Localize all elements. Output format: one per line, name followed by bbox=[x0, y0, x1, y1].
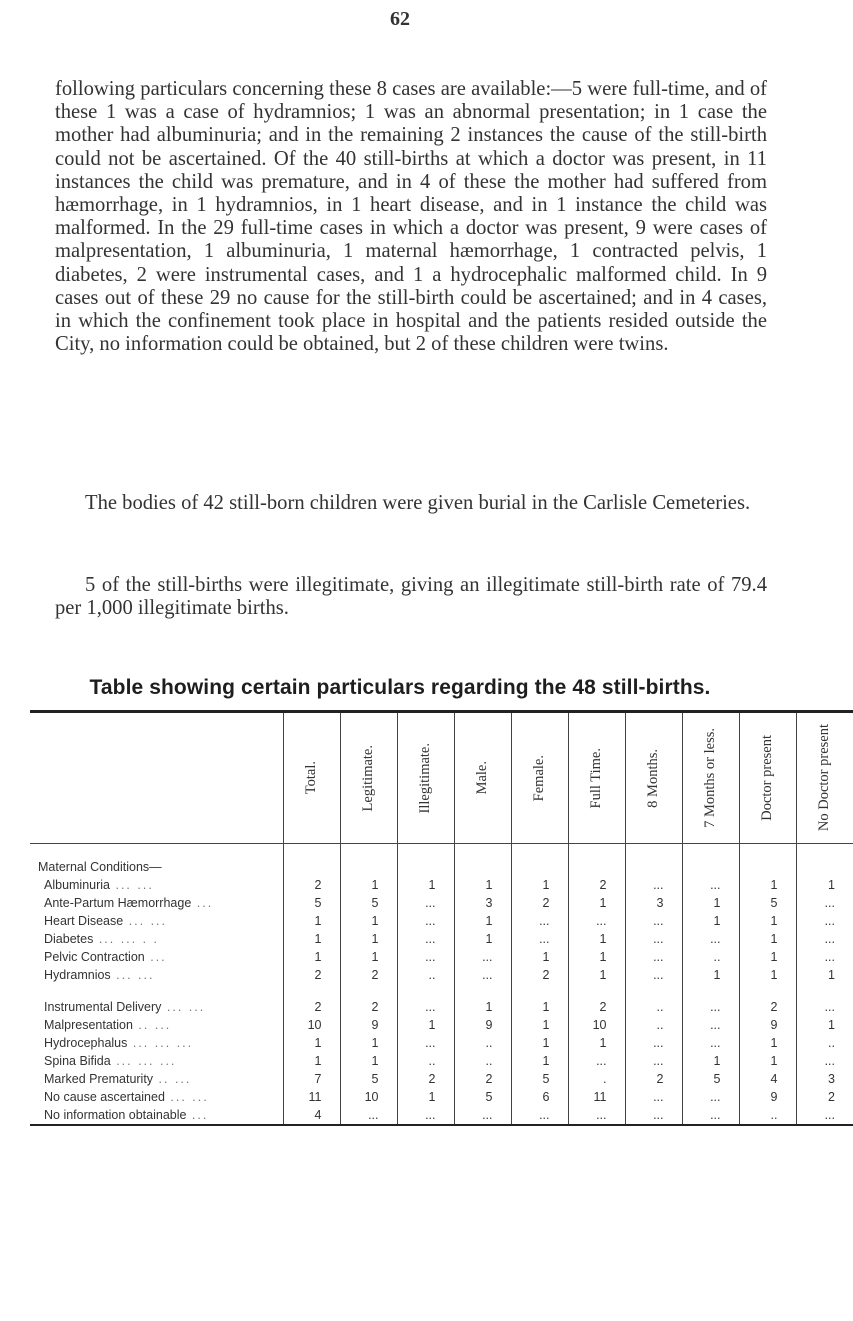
cell-8-months: ... bbox=[625, 948, 682, 966]
cell-illegitimate: .. bbox=[397, 1052, 454, 1070]
column-header-doctor-present: Doctor present bbox=[739, 713, 796, 844]
cell-total: 2 bbox=[283, 876, 340, 894]
cell-full-time: ... bbox=[568, 1052, 625, 1070]
cell-8-months: 2 bbox=[625, 1070, 682, 1088]
column-header-no-doctor: No Doctor present bbox=[796, 713, 853, 844]
cell-doctor-present: .. bbox=[739, 1106, 796, 1125]
cell-doctor-present: 1 bbox=[739, 948, 796, 966]
column-header-legitimate: Legitimate. bbox=[340, 713, 397, 844]
cell-male: 9 bbox=[454, 1016, 511, 1034]
stillbirths-table-container bbox=[30, 710, 835, 1126]
cell-illegitimate: 1 bbox=[397, 876, 454, 894]
cell-7-months: ... bbox=[682, 1088, 739, 1106]
cell-illegitimate: ... bbox=[397, 998, 454, 1016]
cell-8-months: ... bbox=[625, 930, 682, 948]
cell-total: 4 bbox=[283, 1106, 340, 1125]
row-label-spina-bifida: Spina Bifida ... ... ... bbox=[44, 1054, 177, 1068]
cell-full-time: 2 bbox=[568, 876, 625, 894]
cell-7-months: 1 bbox=[682, 912, 739, 930]
cell-8-months: ... bbox=[625, 876, 682, 894]
cell-illegitimate: ... bbox=[397, 912, 454, 930]
cell-doctor-present: 9 bbox=[739, 1016, 796, 1034]
cell-doctor-present: 1 bbox=[739, 912, 796, 930]
cell-full-time: 11 bbox=[568, 1088, 625, 1106]
cell-8-months: ... bbox=[625, 912, 682, 930]
cell-7-months: 1 bbox=[682, 894, 739, 912]
cell-8-months: 3 bbox=[625, 894, 682, 912]
cell-illegitimate: ... bbox=[397, 1106, 454, 1125]
table-row bbox=[30, 948, 853, 966]
cell-no-doctor: ... bbox=[796, 912, 853, 930]
cell-male: 2 bbox=[454, 1070, 511, 1088]
cell-8-months: ... bbox=[625, 1106, 682, 1125]
cell-doctor-present: 4 bbox=[739, 1070, 796, 1088]
cell-no-doctor: ... bbox=[796, 894, 853, 912]
row-label-hydramnios: Hydramnios ... ... bbox=[44, 968, 155, 982]
cell-legitimate: 10 bbox=[340, 1088, 397, 1106]
cell-male: ... bbox=[454, 966, 511, 984]
cell-male: 1 bbox=[454, 930, 511, 948]
cell-no-doctor: ... bbox=[796, 1106, 853, 1125]
cell-7-months: .. bbox=[682, 948, 739, 966]
cell-male: 1 bbox=[454, 912, 511, 930]
cell-8-months: ... bbox=[625, 1034, 682, 1052]
cell-illegitimate: ... bbox=[397, 930, 454, 948]
cell-7-months: 5 bbox=[682, 1070, 739, 1088]
cell-total: 1 bbox=[283, 912, 340, 930]
cell-7-months: ... bbox=[682, 930, 739, 948]
paragraph-illegitimate-rate: 5 of the still-births were illegitimate, giving an illegitimate still-birth rate of 79.4 per 1,000 illegitimate births. bbox=[55, 574, 767, 620]
cell-8-months: .. bbox=[625, 998, 682, 1016]
paragraph-burials: The bodies of 42 still-born children were given burial in the Carlisle Cemeteries. bbox=[85, 492, 751, 514]
cell-no-doctor: ... bbox=[796, 948, 853, 966]
table-row bbox=[30, 912, 853, 930]
cell-legitimate: 2 bbox=[340, 966, 397, 984]
cell-no-doctor: ... bbox=[796, 930, 853, 948]
cell-total: 2 bbox=[283, 998, 340, 1016]
cell-full-time: . bbox=[568, 1070, 625, 1088]
table-row bbox=[30, 1052, 853, 1070]
cell-doctor-present: 1 bbox=[739, 930, 796, 948]
cell-legitimate: 2 bbox=[340, 998, 397, 1016]
cell-female: 2 bbox=[511, 894, 568, 912]
cell-7-months: ... bbox=[682, 876, 739, 894]
table-title: Table showing certain particulars regarding the 48 still-births. bbox=[89, 676, 711, 699]
row-label-heart-disease: Heart Disease ... ... bbox=[44, 914, 167, 928]
cell-8-months: .. bbox=[625, 1016, 682, 1034]
cell-legitimate: 1 bbox=[340, 912, 397, 930]
cell-7-months: ... bbox=[682, 1034, 739, 1052]
column-header-full-time: Full Time. bbox=[568, 713, 625, 844]
row-label-no-cause-ascertained: No cause ascertained ... ... bbox=[44, 1090, 209, 1104]
cell-female: 1 bbox=[511, 948, 568, 966]
cell-female: 1 bbox=[511, 1016, 568, 1034]
column-header-total: Total. bbox=[283, 713, 340, 844]
cell-female: 1 bbox=[511, 876, 568, 894]
table-row bbox=[30, 1034, 853, 1052]
cell-male: 3 bbox=[454, 894, 511, 912]
column-header-7-months: 7 Months or less. bbox=[682, 713, 739, 844]
table-row bbox=[30, 1088, 853, 1106]
cell-illegitimate: ... bbox=[397, 948, 454, 966]
cell-full-time: ... bbox=[568, 1106, 625, 1125]
cell-legitimate: 1 bbox=[340, 930, 397, 948]
cell-total: 2 bbox=[283, 966, 340, 984]
cell-female: 1 bbox=[511, 1034, 568, 1052]
stillbirths-table bbox=[30, 710, 853, 1126]
cell-doctor-present: 1 bbox=[739, 1052, 796, 1070]
cell-full-time: 10 bbox=[568, 1016, 625, 1034]
cell-female: 2 bbox=[511, 966, 568, 984]
cell-full-time: 1 bbox=[568, 948, 625, 966]
cell-8-months: ... bbox=[625, 1088, 682, 1106]
table-row bbox=[30, 1070, 853, 1088]
cell-legitimate: 1 bbox=[340, 948, 397, 966]
table-row bbox=[30, 894, 853, 912]
cell-doctor-present: 9 bbox=[739, 1088, 796, 1106]
cell-7-months: ... bbox=[682, 1106, 739, 1125]
cell-illegitimate: .. bbox=[397, 966, 454, 984]
cell-7-months: ... bbox=[682, 998, 739, 1016]
cell-no-doctor: 2 bbox=[796, 1088, 853, 1106]
table-row bbox=[30, 998, 853, 1016]
cell-7-months: 1 bbox=[682, 1052, 739, 1070]
cell-male: 1 bbox=[454, 998, 511, 1016]
cell-doctor-present: 1 bbox=[739, 876, 796, 894]
cell-male: ... bbox=[454, 948, 511, 966]
column-header-8-months: 8 Months. bbox=[625, 713, 682, 844]
cell-full-time: 2 bbox=[568, 998, 625, 1016]
column-header-female: Female. bbox=[511, 713, 568, 844]
cell-total: 5 bbox=[283, 894, 340, 912]
row-label-pelvic-contraction: Pelvic Contraction ... bbox=[44, 950, 167, 964]
cell-illegitimate: ... bbox=[397, 894, 454, 912]
cell-illegitimate: 2 bbox=[397, 1070, 454, 1088]
row-label-albuminuria: Albuminuria ... ... bbox=[44, 878, 154, 892]
paragraph-stillbirth-causes: following particulars concerning these 8 cases are available:—5 were full-time, and of these 1 was a case of hydramnios; 1 was an abnormal presentation; in 1 case the mother had albuminuria; and in the remaining 2 instances the cause of the still-birth could not be ascertained. Of the 40 still-births at which a doctor was present, in 11 instances the child was premature, and in 4 of these the mother had suffered from hæmorrhage, in 1 hydramnios, in 1 heart disease, and in 1 instance the child was malformed. In the 29 full-time cases in which a doctor was present, 9 were cases of malpresentation, 1 albuminuria, 1 maternal hæmorrhage, 1 contracted pelvis, 1 diabetes, 2 were instrumental cases, and 1 a hydrocephalic malformed child. In 9 cases out of these 29 no cause for the still-birth could be ascertained; and in 4 cases, in which the confinement took place in hospital and the patients resided outside the City, no information could be obtained, but 2 of these children were twins. bbox=[55, 78, 767, 356]
cell-male: 1 bbox=[454, 876, 511, 894]
cell-legitimate: 5 bbox=[340, 894, 397, 912]
page-number: 62 bbox=[390, 8, 410, 30]
table-row bbox=[30, 876, 853, 894]
table-row bbox=[30, 930, 853, 948]
cell-male: .. bbox=[454, 1052, 511, 1070]
cell-legitimate: 1 bbox=[340, 1034, 397, 1052]
cell-female: ... bbox=[511, 930, 568, 948]
cell-total: 11 bbox=[283, 1088, 340, 1106]
cell-total: 1 bbox=[283, 1034, 340, 1052]
row-label-no-information-obtainable: No information obtainable ... bbox=[30, 1106, 283, 1125]
cell-illegitimate: 1 bbox=[397, 1088, 454, 1106]
cell-total: 1 bbox=[283, 930, 340, 948]
cell-no-doctor: .. bbox=[796, 1034, 853, 1052]
table-group-heading-row bbox=[30, 858, 853, 876]
row-label-ante-partum-h-morrhage: Ante-Partum Hæmorrhage ... bbox=[44, 896, 214, 910]
cell-illegitimate: 1 bbox=[397, 1016, 454, 1034]
cell-legitimate: 1 bbox=[340, 876, 397, 894]
cell-legitimate: 5 bbox=[340, 1070, 397, 1088]
cell-no-doctor: 3 bbox=[796, 1070, 853, 1088]
table-row bbox=[30, 1106, 853, 1125]
cell-male: 5 bbox=[454, 1088, 511, 1106]
cell-legitimate: 9 bbox=[340, 1016, 397, 1034]
table-corner-cell bbox=[30, 713, 283, 844]
cell-total: 10 bbox=[283, 1016, 340, 1034]
row-label-hydrocephalus: Hydrocephalus ... ... ... bbox=[44, 1036, 194, 1050]
cell-female: 6 bbox=[511, 1088, 568, 1106]
cell-no-doctor: 1 bbox=[796, 876, 853, 894]
column-header-male: Male. bbox=[454, 713, 511, 844]
cell-7-months: 1 bbox=[682, 966, 739, 984]
cell-doctor-present: 1 bbox=[739, 1034, 796, 1052]
cell-female: 1 bbox=[511, 998, 568, 1016]
cell-legitimate: 1 bbox=[340, 1052, 397, 1070]
cell-full-time: 1 bbox=[568, 1034, 625, 1052]
cell-legitimate: ... bbox=[340, 1106, 397, 1125]
cell-illegitimate: ... bbox=[397, 1034, 454, 1052]
cell-female: 5 bbox=[511, 1070, 568, 1088]
cell-full-time: 1 bbox=[568, 966, 625, 984]
cell-full-time: 1 bbox=[568, 930, 625, 948]
cell-doctor-present: 1 bbox=[739, 966, 796, 984]
cell-male: ... bbox=[454, 1106, 511, 1125]
cell-doctor-present: 5 bbox=[739, 894, 796, 912]
cell-total: 7 bbox=[283, 1070, 340, 1088]
row-label-malpresentation: Malpresentation .. ... bbox=[44, 1018, 172, 1032]
column-header-illegitimate: Illegitimate. bbox=[397, 713, 454, 844]
cell-doctor-present: 2 bbox=[739, 998, 796, 1016]
cell-female: ... bbox=[511, 912, 568, 930]
cell-total: 1 bbox=[283, 1052, 340, 1070]
cell-male: .. bbox=[454, 1034, 511, 1052]
cell-8-months: ... bbox=[625, 1052, 682, 1070]
cell-no-doctor: 1 bbox=[796, 1016, 853, 1034]
cell-7-months: ... bbox=[682, 1016, 739, 1034]
cell-no-doctor: ... bbox=[796, 998, 853, 1016]
cell-no-doctor: 1 bbox=[796, 966, 853, 984]
table-row bbox=[30, 1016, 853, 1034]
row-label-diabetes: Diabetes ... ... . . bbox=[44, 932, 160, 946]
cell-total: 1 bbox=[283, 948, 340, 966]
group-heading-maternal-conditions: Maternal Conditions— bbox=[38, 860, 162, 874]
row-label-instrumental-delivery: Instrumental Delivery ... ... bbox=[44, 1000, 206, 1014]
cell-no-doctor: ... bbox=[796, 1052, 853, 1070]
cell-female: 1 bbox=[511, 1052, 568, 1070]
table-body bbox=[30, 844, 853, 1126]
cell-female: ... bbox=[511, 1106, 568, 1125]
cell-full-time: 1 bbox=[568, 894, 625, 912]
cell-full-time: ... bbox=[568, 912, 625, 930]
table-row bbox=[30, 966, 853, 984]
cell-8-months: ... bbox=[625, 966, 682, 984]
row-label-marked-prematurity: Marked Prematurity .. ... bbox=[44, 1072, 192, 1086]
